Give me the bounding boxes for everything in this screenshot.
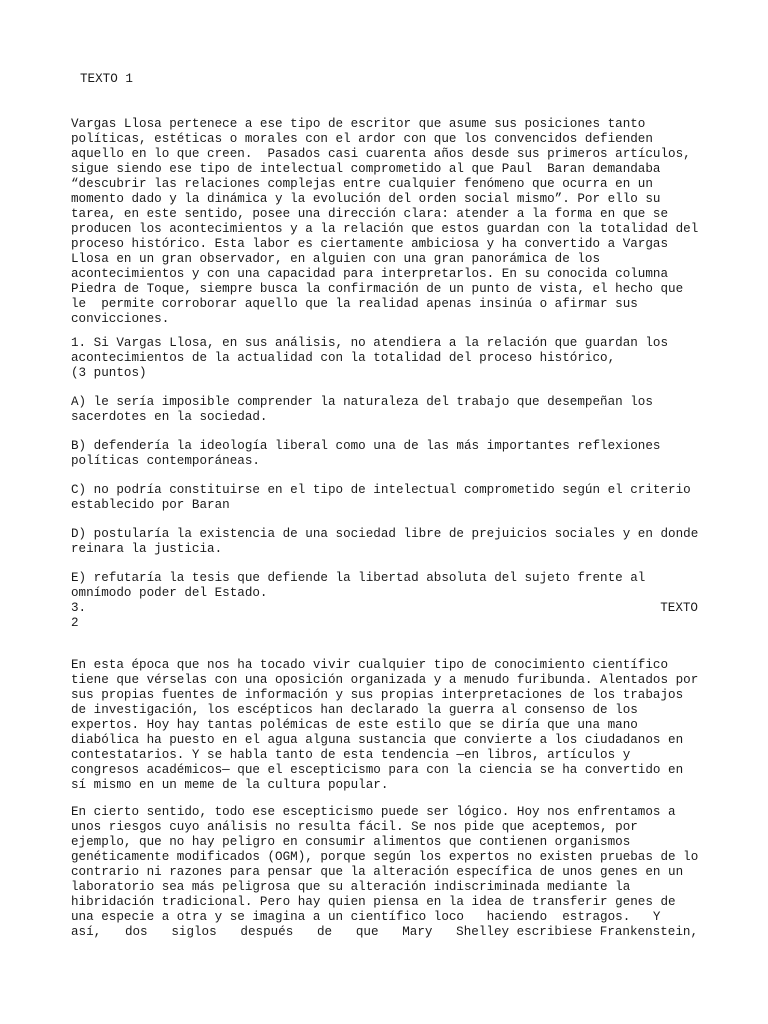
text-line: expertos. Hoy hay tantas polémicas de este estilo que se diría que una mano bbox=[71, 718, 638, 732]
text-line: aquello en lo que creen. Pasados casi cuarenta años desde sus primeros artículos, bbox=[71, 147, 691, 161]
word: Mary bbox=[402, 925, 433, 939]
item-3-line bbox=[71, 601, 698, 616]
word: de bbox=[317, 925, 333, 939]
word: siglos bbox=[171, 925, 217, 939]
option-line: B) defendería la ideología liberal como una de las más importantes reflexiones bbox=[71, 439, 661, 453]
option-a bbox=[71, 395, 711, 425]
option-line: C) no podría constituirse en el tipo de intelectual comprometido según el criterio bbox=[71, 483, 691, 497]
text-line: tiene que vérselas con una oposición organizada y a menudo furibunda. Alentados por bbox=[71, 673, 699, 687]
option-line: E) refutaría la tesis que defiende la libertad absoluta del sujeto frente al bbox=[71, 571, 646, 585]
text-line: Llosa en un gran observador, en alguien con una gran panorámica de los bbox=[71, 252, 601, 266]
text-line: sus propias fuentes de información y sus propias interpretaciones de los trabajos bbox=[71, 688, 684, 702]
text-line: producen los acontecimientos y a la relación que estos guardan con la totalidad del bbox=[71, 222, 699, 236]
text-line: Vargas Llosa pertenece a ese tipo de escritor que asume sus posiciones tanto bbox=[71, 117, 646, 131]
word: Shelley escribiese Frankenstein, bbox=[456, 925, 698, 939]
texto-2-label: TEXTO bbox=[660, 601, 698, 615]
option-d bbox=[71, 527, 711, 557]
text-line: laboratorio sea más peligrosa que su alteración indiscriminada mediante la bbox=[71, 880, 631, 894]
option-e bbox=[71, 571, 711, 631]
option-b bbox=[71, 439, 711, 469]
texto-1-paragraph bbox=[71, 117, 711, 327]
text-line: sí mismo en un meme de la cultura popular. bbox=[71, 778, 389, 792]
text-line: “descubrir las relaciones complejas entre cualquier fenómeno que ocurra en un bbox=[71, 177, 653, 191]
option-c bbox=[71, 483, 711, 513]
question-line: acontecimientos de la actualidad con la totalidad del proceso histórico, bbox=[71, 351, 616, 365]
word: así, bbox=[71, 925, 102, 939]
text-line: Piedra de Toque, siempre busca la confirmación de un punto de vista, el hecho que bbox=[71, 282, 684, 296]
text-line: En cierto sentido, todo ese escepticismo puede ser lógico. Hoy nos enfrentamos a bbox=[71, 805, 676, 819]
option-line: A) le sería imposible comprender la naturaleza del trabajo que desempeñan los bbox=[71, 395, 653, 409]
text-line: tarea, en este sentido, posee una dirección clara: atender a la forma en que se bbox=[71, 207, 669, 221]
word: que bbox=[355, 925, 379, 939]
word: después bbox=[240, 925, 294, 939]
texto-2-paragraph-2 bbox=[71, 805, 711, 940]
question-1 bbox=[71, 336, 711, 381]
text-line: ejemplo, que no hay peligro en consumir alimentos que contienen organismos bbox=[71, 835, 631, 849]
text-line: acontecimientos y con una capacidad para interpretarlos. En su conocida columna bbox=[71, 267, 669, 281]
texto-2-paragraph-1 bbox=[71, 658, 711, 793]
text-line: contrario ni razones para pensar que la alteración específica de unos genes en un bbox=[71, 865, 684, 879]
text-line: le permite corroborar aquello que la realidad apenas insinúa o afirmar sus bbox=[71, 297, 638, 311]
text-line: una especie a otra y se imagina a un científico loco haciendo estragos. Y bbox=[71, 910, 661, 924]
text-line: hibridación tradicional. Pero hay quien piensa en la idea de transferir genes de bbox=[71, 895, 676, 909]
option-line: políticas contemporáneas. bbox=[71, 454, 260, 468]
option-line: sacerdotes en la sociedad. bbox=[71, 410, 268, 424]
texto-2-number: 2 bbox=[71, 616, 79, 630]
text-line: convicciones. bbox=[71, 312, 170, 326]
text-line: genéticamente modificados (OGM), porque según los expertos no existen pruebas de lo bbox=[71, 850, 699, 864]
word: dos bbox=[124, 925, 148, 939]
option-line: establecido por Baran bbox=[71, 498, 230, 512]
text-line: diabólica ha puesto en el agua alguna sustancia que convierte a los ciudadanos en bbox=[71, 733, 684, 747]
item-3-number: 3. bbox=[71, 601, 87, 615]
question-points: (3 puntos) bbox=[71, 366, 147, 380]
text-line: sigue siendo ese tipo de intelectual comprometido al que Paul Baran demandaba bbox=[71, 162, 661, 176]
text-line: proceso histórico. Esta labor es ciertamente ambiciosa y ha convertido a Vargas bbox=[71, 237, 669, 251]
text-line: de investigación, los escépticos han declarado la guerra al consenso de los bbox=[71, 703, 638, 717]
option-line: reinara la justicia. bbox=[71, 542, 223, 556]
question-line: 1. Si Vargas Llosa, en sus análisis, no atendiera a la relación que guardan los bbox=[71, 336, 669, 350]
text-line: políticas, estéticas o morales con el ardor con que los convencidos defienden bbox=[71, 132, 653, 146]
text-line: contestatarios. Y se habla tanto de esta tendencia —en libros, artículos y bbox=[71, 748, 631, 762]
text-line: unos riesgos cuyo análisis no resulta fácil. Se nos pide que aceptemos, por bbox=[71, 820, 638, 834]
text-line: momento dado y la dinámica y la evolución del orden social mismo”. Por ello su bbox=[71, 192, 661, 206]
text-line: En esta época que nos ha tocado vivir cualquier tipo de conocimiento científico bbox=[71, 658, 669, 672]
text-line: congresos académicos— que el escepticismo para con la ciencia se ha convertido en bbox=[71, 763, 684, 777]
option-line: omnímodo poder del Estado. bbox=[71, 586, 268, 600]
option-line: D) postularía la existencia de una sociedad libre de prejuicios sociales y en donde bbox=[71, 527, 699, 541]
text-line-justified bbox=[71, 925, 698, 940]
texto-1-title: TEXTO 1 bbox=[80, 72, 133, 86]
